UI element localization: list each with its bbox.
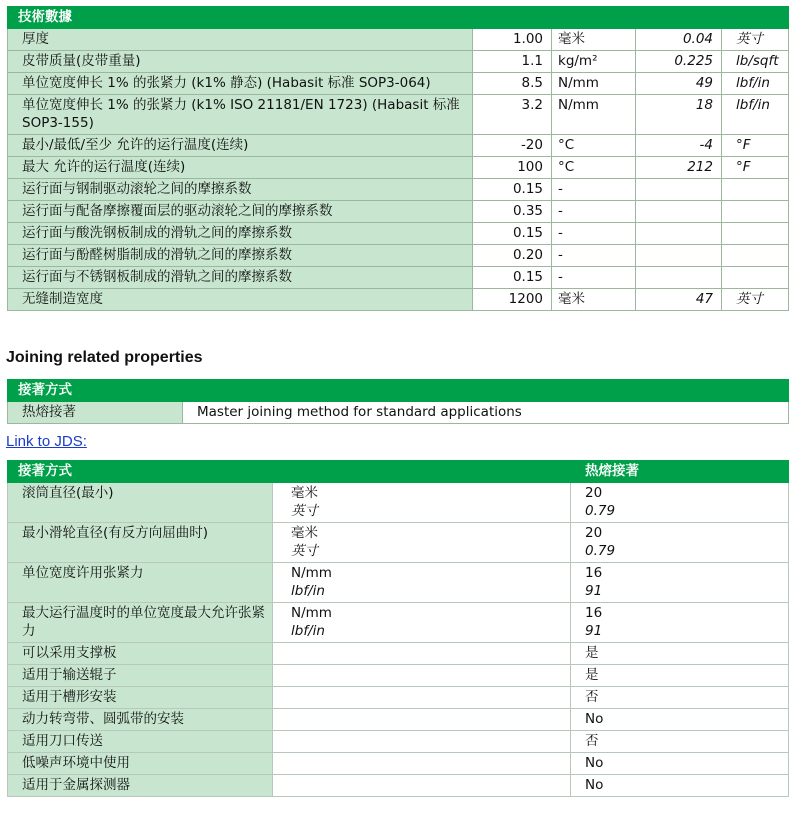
- unit-imperial: [722, 201, 789, 223]
- table-row: [8, 709, 789, 731]
- unit-metric: 毫米: [552, 29, 636, 51]
- table-row: [8, 179, 789, 201]
- technical-data-header: 技術數據: [8, 7, 789, 29]
- property-label: 运行面与酸洗钢板制成的滑轨之间的摩擦系数: [8, 223, 473, 245]
- table-row: [8, 223, 789, 245]
- table-row: [8, 665, 789, 687]
- value-imperial: [636, 223, 722, 245]
- property-label: 运行面与不锈钢板制成的滑轨之间的摩擦系数: [8, 267, 473, 289]
- jds-property-label: 单位宽度许用张紧力: [8, 563, 273, 603]
- unit-metric: 毫米: [291, 525, 318, 541]
- table-row: [8, 51, 789, 73]
- unit-metric: -: [552, 223, 636, 245]
- table-row: [8, 731, 789, 753]
- joining-method-row: [8, 402, 789, 424]
- unit-imperial: 英寸: [722, 29, 789, 51]
- jds-empty-unit: [273, 665, 571, 687]
- unit-metric: N/mm: [291, 605, 332, 621]
- jds-units: [273, 603, 571, 643]
- property-label: 最小/最低/至少 允许的运行温度(连续): [8, 135, 473, 157]
- unit-metric: -: [552, 179, 636, 201]
- jds-value: No: [571, 709, 789, 731]
- value-imperial: 18: [636, 95, 722, 135]
- jds-property-label: 适用于金属探测器: [8, 775, 273, 797]
- property-label: 最大 允许的运行温度(连续): [8, 157, 473, 179]
- value-imperial: 91: [585, 583, 603, 599]
- table-row: [8, 201, 789, 223]
- jds-value: No: [571, 753, 789, 775]
- value-metric: 0.20: [473, 245, 552, 267]
- value-imperial: [636, 245, 722, 267]
- value-metric: 16: [585, 605, 603, 621]
- value-metric: 8.5: [473, 73, 552, 95]
- value-imperial: [636, 179, 722, 201]
- table-row: [8, 289, 789, 311]
- jds-empty-unit: [273, 643, 571, 665]
- jds-property-label: 最大运行温度时的单位宽度最大允许张紧力: [8, 603, 273, 643]
- unit-metric: -: [552, 201, 636, 223]
- unit-imperial: [722, 267, 789, 289]
- jds-property-label: 适用于输送辊子: [8, 665, 273, 687]
- unit-imperial: lbf/in: [291, 623, 325, 639]
- jds-value: 是: [571, 665, 789, 687]
- jds-values: [571, 523, 789, 563]
- value-imperial: 0.04: [636, 29, 722, 51]
- jds-property-label: 适用刀口传送: [8, 731, 273, 753]
- jds-empty-unit: [273, 709, 571, 731]
- property-label: 运行面与配备摩擦覆面层的驱动滚轮之间的摩擦系数: [8, 201, 473, 223]
- jds-values: [571, 483, 789, 523]
- joining-section-title: Joining related properties: [6, 349, 203, 366]
- value-imperial: 91: [585, 623, 603, 639]
- value-metric: 0.15: [473, 223, 552, 245]
- jds-header-row: [8, 461, 789, 483]
- value-imperial: 0.225: [636, 51, 722, 73]
- jds-units: [273, 563, 571, 603]
- table-row: [8, 643, 789, 665]
- technical-data-table: [7, 6, 789, 311]
- table-row: [8, 563, 789, 603]
- value-metric: 0.35: [473, 201, 552, 223]
- unit-imperial: lbf/in: [291, 583, 325, 599]
- jds-values: [571, 563, 789, 603]
- jds-table: [7, 460, 789, 797]
- value-metric: 20: [585, 485, 603, 501]
- joining-header-row: [8, 380, 789, 402]
- jds-property-label: 低噪声环境中使用: [8, 753, 273, 775]
- property-label: 运行面与钢制驱动滚轮之间的摩擦系数: [8, 179, 473, 201]
- value-imperial: 47: [636, 289, 722, 311]
- value-metric: 0.15: [473, 179, 552, 201]
- jds-units: [273, 483, 571, 523]
- value-imperial: 212: [636, 157, 722, 179]
- value-imperial: [636, 267, 722, 289]
- unit-imperial: °F: [722, 135, 789, 157]
- unit-imperial: lbf/in: [722, 73, 789, 95]
- unit-imperial: [722, 223, 789, 245]
- unit-metric: N/mm: [552, 95, 636, 135]
- unit-metric: N/mm: [291, 565, 332, 581]
- property-label: 厚度: [8, 29, 473, 51]
- jds-property-label: 动力转弯带、圆弧带的安装: [8, 709, 273, 731]
- table-row: [8, 775, 789, 797]
- unit-metric: 毫米: [291, 485, 318, 501]
- value-metric: 16: [585, 565, 603, 581]
- unit-metric: °C: [552, 135, 636, 157]
- jds-link[interactable]: Link to JDS:: [6, 433, 87, 450]
- property-label: 单位宽度伸长 1% 的张紧力 (k1% 静态) (Habasit 标准 SOP3-064): [8, 73, 473, 95]
- property-label: 单位宽度伸长 1% 的张紧力 (k1% ISO 21181/EN 1723) (Habasit 标准 SOP3-155): [8, 95, 473, 135]
- unit-imperial: 英寸: [291, 503, 318, 519]
- table-row: [8, 157, 789, 179]
- value-metric: -20: [473, 135, 552, 157]
- table-row: [8, 95, 789, 135]
- value-metric: 1200: [473, 289, 552, 311]
- unit-metric: N/mm: [552, 73, 636, 95]
- jds-header-label: 接著方式: [8, 461, 571, 483]
- value-imperial: 0.79: [585, 543, 616, 559]
- joining-method-label: 热熔接著: [8, 402, 183, 424]
- unit-metric: kg/m²: [552, 51, 636, 73]
- jds-property-label: 最小滑轮直径(有反方向屈曲时): [8, 523, 273, 563]
- jds-value: 是: [571, 643, 789, 665]
- technical-data-header-row: [8, 7, 789, 29]
- jds-property-label: 可以采用支撑板: [8, 643, 273, 665]
- jds-property-label: 滚筒直径(最小): [8, 483, 273, 523]
- table-row: [8, 73, 789, 95]
- property-label: 皮带质量(皮带重量): [8, 51, 473, 73]
- value-imperial: 49: [636, 73, 722, 95]
- property-label: 无缝制造宽度: [8, 289, 473, 311]
- jds-empty-unit: [273, 753, 571, 775]
- value-metric: 1.1: [473, 51, 552, 73]
- jds-property-label: 适用于槽形安装: [8, 687, 273, 709]
- table-row: [8, 753, 789, 775]
- unit-imperial: lbf/in: [722, 95, 789, 135]
- value-imperial: -4: [636, 135, 722, 157]
- jds-value: 否: [571, 731, 789, 753]
- table-row: [8, 687, 789, 709]
- jds-units: [273, 523, 571, 563]
- table-row: [8, 267, 789, 289]
- value-metric: 100: [473, 157, 552, 179]
- property-label: 运行面与酚醛树脂制成的滑轨之间的摩擦系数: [8, 245, 473, 267]
- value-metric: 3.2: [473, 95, 552, 135]
- table-row: [8, 245, 789, 267]
- value-metric: 0.15: [473, 267, 552, 289]
- unit-imperial: [722, 245, 789, 267]
- unit-imperial: [722, 179, 789, 201]
- value-metric: 20: [585, 525, 603, 541]
- table-row: [8, 523, 789, 563]
- unit-imperial: 英寸: [722, 289, 789, 311]
- unit-imperial: 英寸: [291, 543, 318, 559]
- value-imperial: [636, 201, 722, 223]
- unit-metric: -: [552, 245, 636, 267]
- unit-metric: -: [552, 267, 636, 289]
- joining-method-table: [7, 379, 789, 424]
- table-row: [8, 603, 789, 643]
- jds-value: No: [571, 775, 789, 797]
- table-row: [8, 483, 789, 523]
- jds-header-value: 热熔接著: [571, 461, 789, 483]
- unit-metric: °C: [552, 157, 636, 179]
- jds-value: 否: [571, 687, 789, 709]
- unit-metric: 毫米: [552, 289, 636, 311]
- jds-empty-unit: [273, 731, 571, 753]
- joining-header: 接著方式: [8, 380, 789, 402]
- jds-empty-unit: [273, 775, 571, 797]
- unit-imperial: lb/sqft: [722, 51, 789, 73]
- table-row: [8, 135, 789, 157]
- joining-method-desc: Master joining method for standard applications: [183, 402, 789, 424]
- value-imperial: 0.79: [585, 503, 616, 519]
- value-metric: 1.00: [473, 29, 552, 51]
- jds-empty-unit: [273, 687, 571, 709]
- unit-imperial: °F: [722, 157, 789, 179]
- table-row: [8, 29, 789, 51]
- jds-values: [571, 603, 789, 643]
